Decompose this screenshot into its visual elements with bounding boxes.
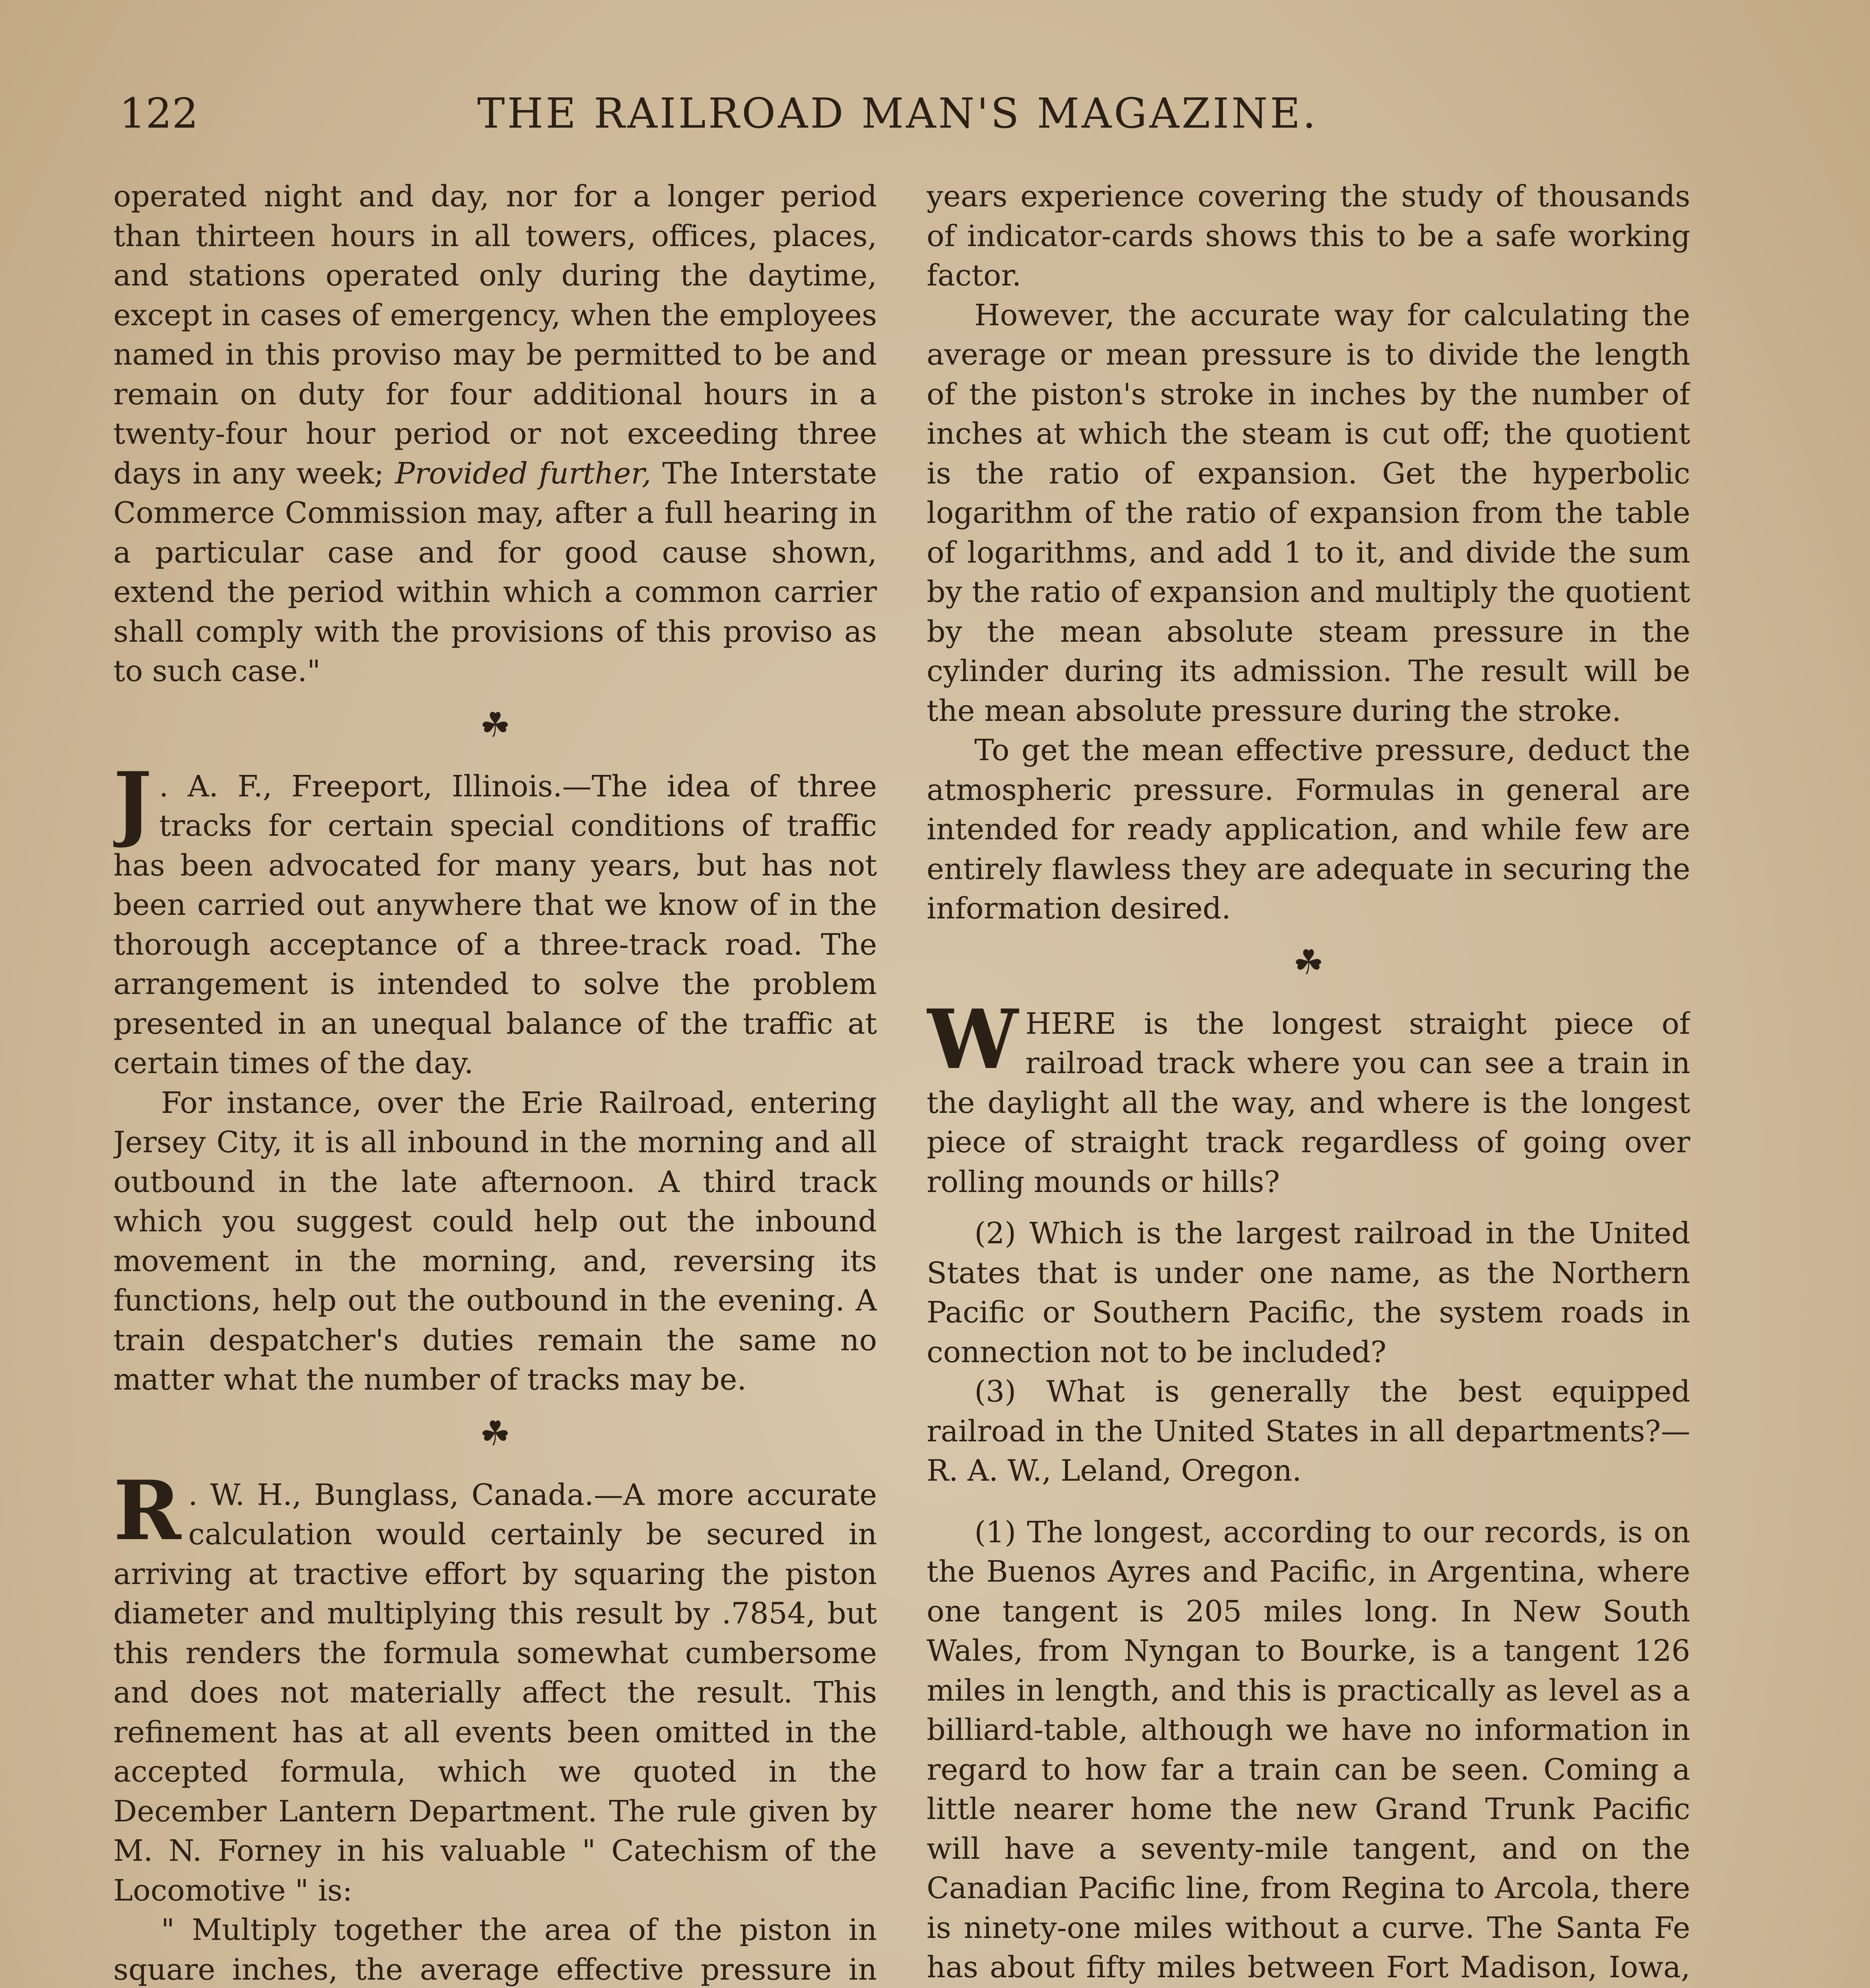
page-header	[119, 85, 1702, 141]
jaf-answer-text: . A. F., Freeport, Illinois.—The idea of three tracks for certain special conditions of traffic has been advocated for many years, but has not been carried out anywhere that we know of in the thorough acceptance of a three-track road. The arrangement is intended to solve the problem presented in an unequal balance of the traffic at certain times of the day.	[113, 769, 877, 1080]
section-ornament: ☘	[480, 705, 511, 745]
drop-cap-r: R	[113, 1463, 181, 1559]
jaf-answer-continued: For instance, over the Erie Railroad, entering Jersey City, it is all inbound in the morning and all outbound in the late afternoon. A third track which you suggest could help out the inbound movement in the morning, and, reversing its functions, help out the outbound in the evening. A train despatcher's duties remain the same no matter what the number of tracks may be.	[113, 1085, 877, 1397]
proviso-text: operated night and day, nor for a longer period than thirteen hours in all towers, offices, places, and stations operated only during the daytime, except in cases of emergency, when the employees named in this proviso may be permitted to be and remain on duty for four additional hours in a twenty-four hour period or not exceeding three days in any week;	[113, 179, 877, 491]
jaf-answer	[113, 754, 877, 1083]
drop-cap-j: J	[113, 754, 152, 850]
question-2: (2) Which is the largest railroad in the United States that is under one name, as the Northern Pacific or Southern Pacific, the system roads in connection not to be included?	[927, 1216, 1690, 1369]
forney-quote: " Multiply together the area of the piston in square inches, the average effective pressure in	[113, 1913, 877, 1987]
mean-pressure-paragraph: However, the accurate way for calculating the average or mean pressure is to divide the length of the piston's stroke in inches by the number of inches at which the steam is cut off; the quotient is the ratio of expansion. Get the hyperbolic logarithm of the ratio of expansion from the table of logarithms, and add 1 to it, and divide the sum by the ratio of expansion and multiply the quotient by the mean absolute steam pressure in the cylinder during its admission. The result will be the mean absolute pressure during the stroke.	[927, 298, 1690, 728]
drop-cap-w: W	[927, 992, 1019, 1087]
question-1	[927, 992, 1690, 1202]
rwh-answer	[113, 1463, 877, 1911]
question-3: (3) What is generally the best equipped railroad in the United States in all departments?—R. A. W., Leland, Oregon.	[927, 1375, 1690, 1488]
right-column	[927, 177, 1690, 1988]
effective-pressure-paragraph: To get the mean effective pressure, deduct the atmospheric pressure. Formulas in general are intended for ready application, and while few are entirely flawless they are adequate in securing the information desired.	[927, 733, 1690, 926]
proviso-text-end: The Interstate Commerce Commission may, after a full hearing in a particular case and for good cause shown, extend the period within which a common carrier shall comply with the provisions of this proviso as to such case."	[113, 456, 877, 688]
section-ornament: ☘	[1293, 942, 1324, 982]
rwh-answer-carryover: years experience covering the study of thousands of indicator-cards shows this to be a safe working factor.	[927, 179, 1690, 293]
page-number: 122	[119, 89, 198, 138]
left-column	[113, 177, 877, 1988]
proviso-paragraph	[113, 177, 877, 691]
answer-1: (1) The longest, according to our records, is on the Buenos Ayres and Pacific, in Argentina, where one tangent is 205 miles long. In New South Wales, from Nyngan to Bourke, is a tangent 126 miles in length, and this is practically as level as a billiard-table, although we have no information in regard to how far a train can be seen. Coming a little nearer home the new Grand Trunk Pacific will have a seventy-mile tangent, and on the Canadian Pacific line, from Regina to Arcola, there is ninety-one miles without a curve. The Santa Fe has about fifty miles between Fort Madison, Iowa,	[927, 1515, 1690, 1984]
proviso-italic: Provided further,	[395, 456, 651, 491]
running-title: THE RAILROAD MAN'S MAGAZINE.	[477, 89, 1318, 138]
question-1-text: HERE is the longest straight piece of railroad track where you can see a train in the daylight all the way, and where is the longest piece of straight track regardless of going over rolling mounds or hills?	[927, 1006, 1690, 1199]
section-ornament: ☘	[480, 1413, 511, 1454]
rwh-answer-text: . W. H., Bunglass, Canada.—A more accurate calculation would certainly be secured in arriving at tractive effort by squaring the piston diameter and multiplying this result by .7854, but this renders the formula somewhat cumbersome and does not materially affect the result. This refinement has at all events been omitted in the accepted formula, which we quoted in the December Lantern Department. The rule given by M. N. Forney in his valuable " Catechism of the Locomotive " is:	[113, 1477, 877, 1908]
